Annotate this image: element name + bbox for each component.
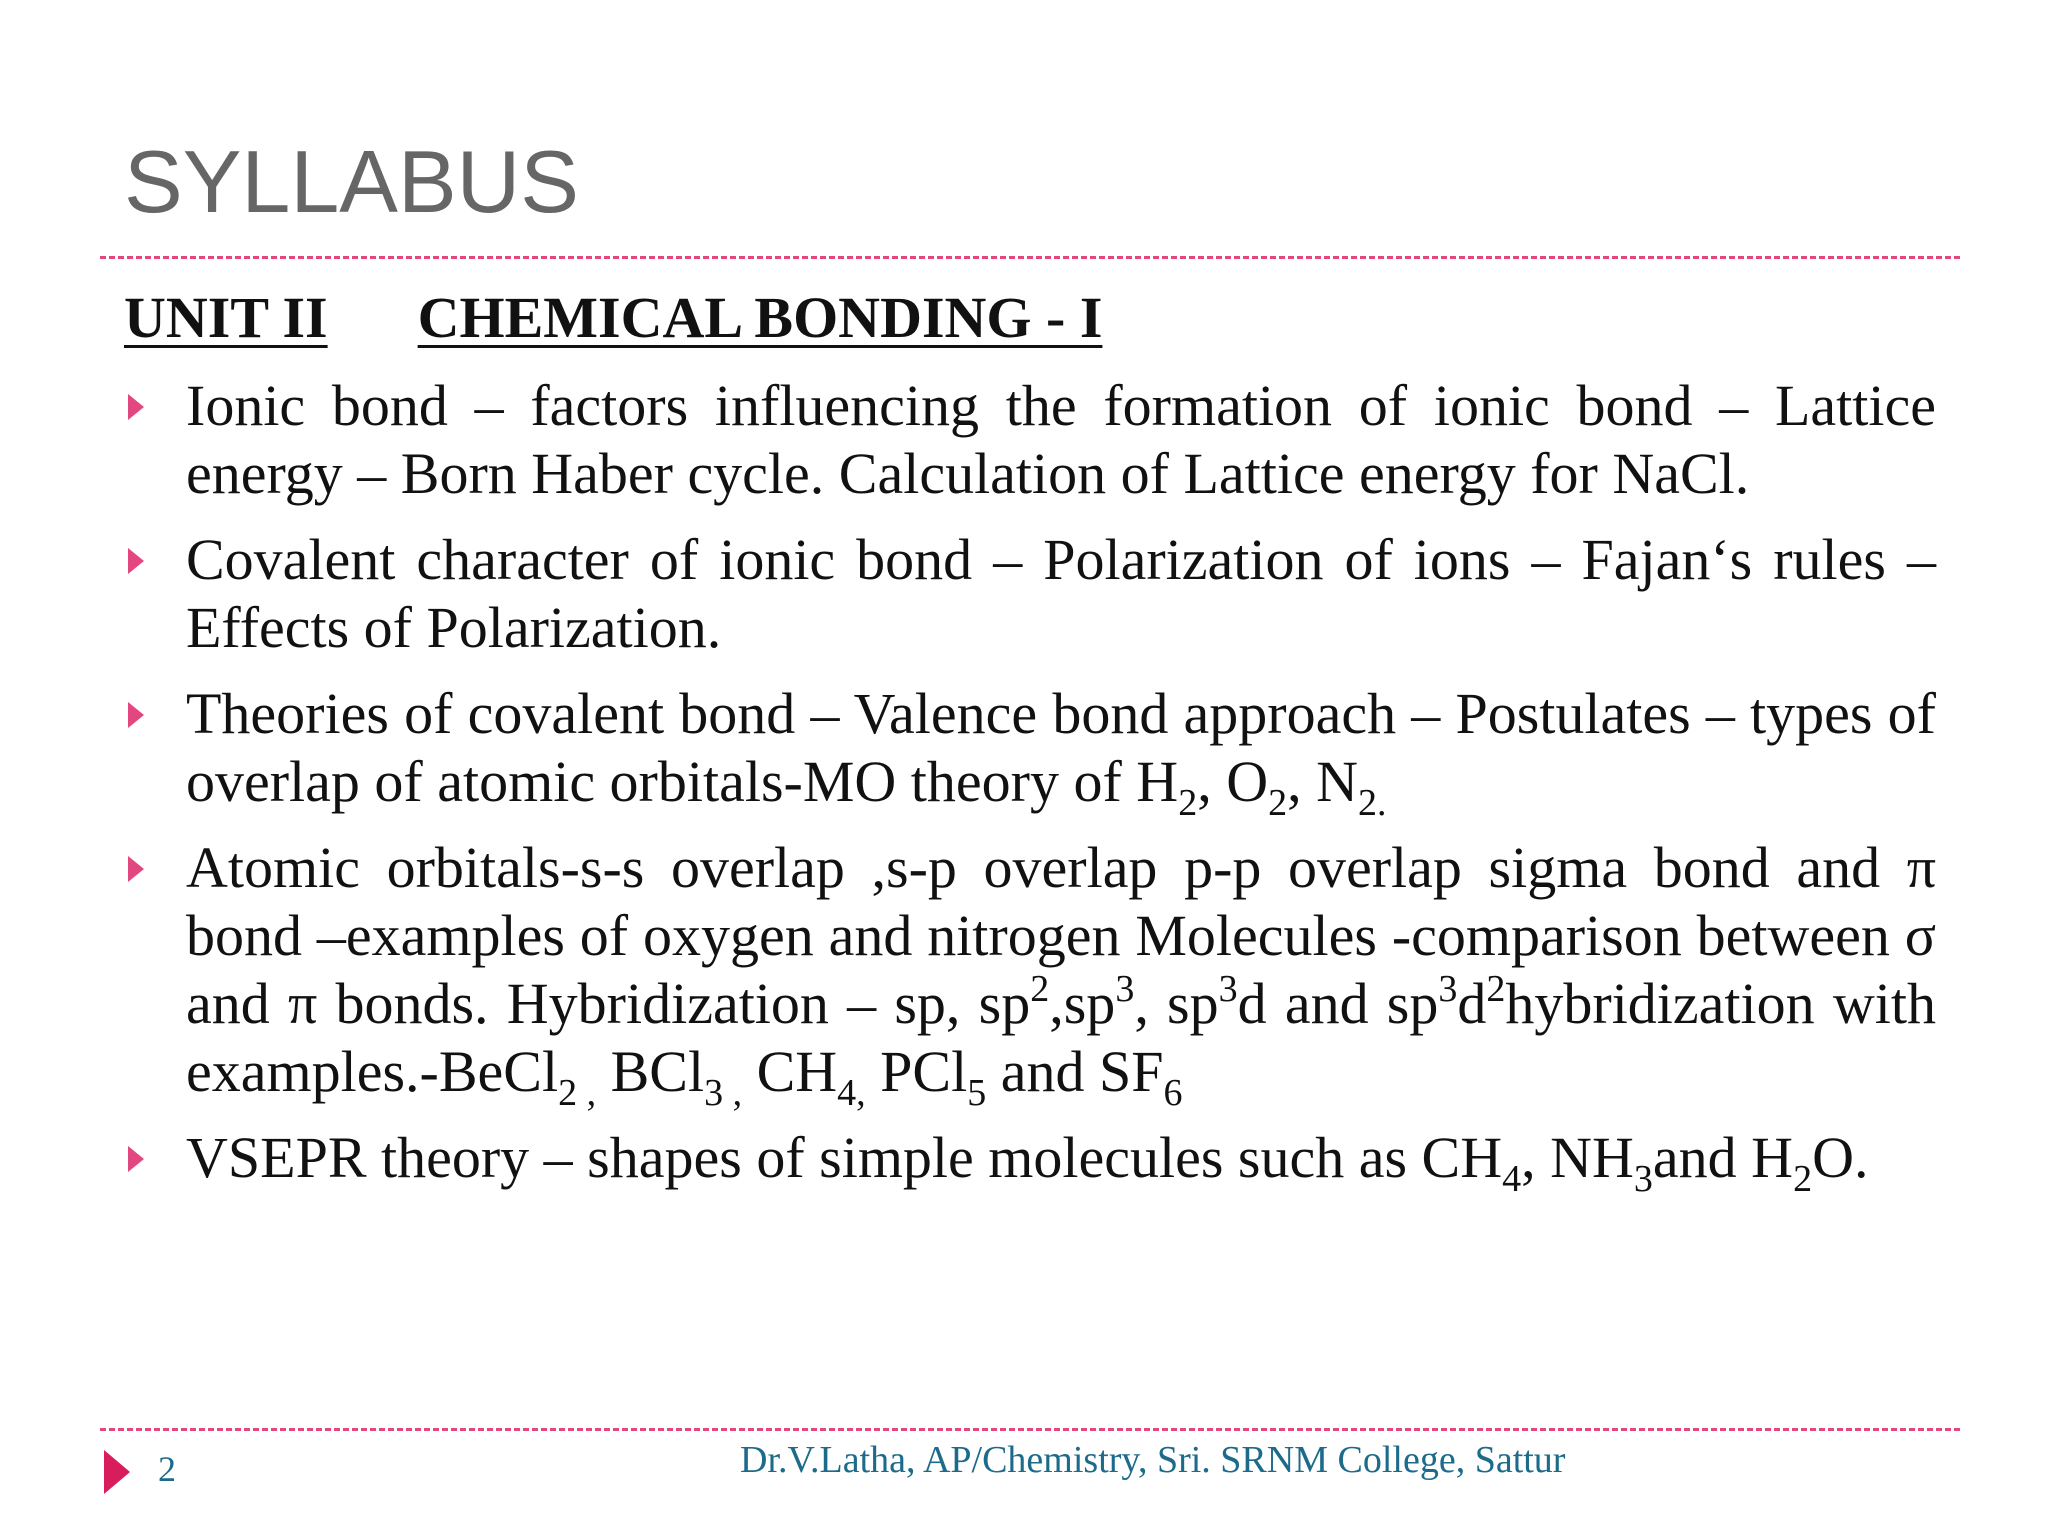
item-text: VSEPR theory – shapes of simple molecules such as CH	[186, 1125, 1503, 1190]
bullet-icon	[128, 394, 144, 420]
top-divider	[100, 256, 1960, 259]
item-text: Covalent character of ionic bond – Polarization of ions – Fajan‘s rules – Effects of Polarization.	[186, 527, 1936, 660]
subscript: 4	[1502, 1158, 1522, 1200]
bullet-icon	[128, 548, 144, 574]
item-text: BCl	[596, 1039, 705, 1104]
unit-title: CHEMICAL BONDING - I	[417, 285, 1103, 350]
item-text: , NH	[1521, 1125, 1634, 1190]
subscript: 2.	[1357, 782, 1387, 824]
superscript: 3	[1115, 968, 1135, 1010]
item-text: Ionic bond – factors influencing the formation of ionic bond – Lattice energy – Born Haber cycle. Calculation of Lattice energy for NaCl.	[186, 373, 1936, 506]
syllabus-item	[124, 372, 1936, 508]
item-text: , O	[1197, 749, 1269, 814]
syllabus-item	[124, 834, 1936, 1114]
item-text: d and sp	[1237, 971, 1439, 1036]
item-text: PCl	[865, 1039, 968, 1104]
item-text: , sp	[1134, 971, 1219, 1036]
syllabus-list	[124, 372, 1936, 1210]
item-text: ,sp	[1049, 971, 1116, 1036]
item-text: Atomic orbitals-s-s overlap ,s-p overlap p-p overlap sigma bond and π bond –examples of oxygen and nitrogen Molecules -comparison between σ and π bonds. Hybridization – sp, sp	[186, 835, 1936, 1036]
superscript: 2	[1030, 968, 1050, 1010]
page-number: 2	[158, 1449, 176, 1489]
subscript: 6	[1163, 1072, 1183, 1114]
item-text: CH	[742, 1039, 838, 1104]
slide-title: SYLLABUS	[124, 132, 579, 231]
footer-credit: Dr.V.Latha, AP/Chemistry, Sri. SRNM College, Sattur	[740, 1439, 1566, 1481]
subscript: 2 ,	[558, 1072, 597, 1114]
subscript: 5	[967, 1072, 987, 1114]
superscript: 3	[1438, 968, 1458, 1010]
item-text: d	[1457, 971, 1487, 1036]
syllabus-item	[124, 680, 1936, 824]
superscript: 3	[1218, 968, 1238, 1010]
unit-label: UNIT II	[124, 285, 328, 350]
syllabus-item	[124, 526, 1936, 662]
item-text: Theories of covalent bond – Valence bond approach – Postulates – types of overlap of atomic orbitals-MO theory of H	[186, 681, 1936, 814]
superscript: 2	[1486, 968, 1506, 1010]
subscript: 3	[1633, 1158, 1653, 1200]
item-text: O.	[1812, 1125, 1869, 1190]
subscript: 2	[1178, 782, 1198, 824]
unit-heading	[124, 286, 1102, 350]
subscript: 2	[1793, 1158, 1813, 1200]
item-text: hybridization with examples.-BeCl	[186, 971, 1936, 1104]
item-text: and SF	[986, 1039, 1164, 1104]
bullet-icon	[128, 702, 144, 728]
subscript: 2	[1268, 782, 1288, 824]
subscript: 4,	[837, 1072, 866, 1114]
item-text: , N	[1287, 749, 1358, 814]
item-text: and H	[1652, 1125, 1794, 1190]
bottom-divider	[100, 1428, 1960, 1431]
subscript: 3 ,	[704, 1072, 743, 1114]
footer-arrow-icon	[104, 1450, 130, 1494]
bullet-icon	[128, 856, 144, 882]
bullet-icon	[128, 1146, 144, 1172]
syllabus-item	[124, 1124, 1936, 1200]
